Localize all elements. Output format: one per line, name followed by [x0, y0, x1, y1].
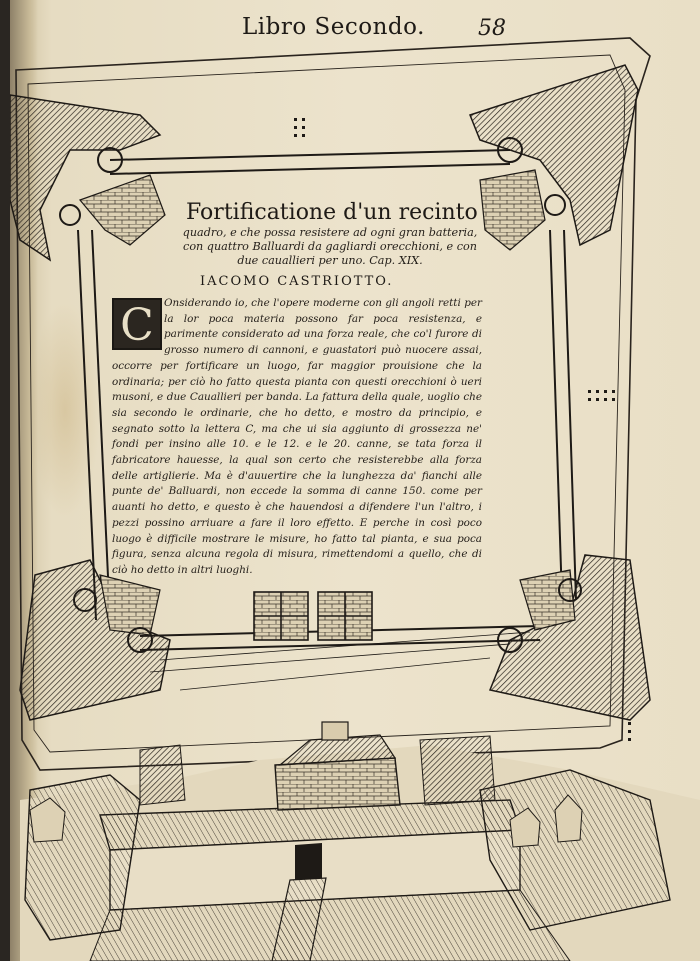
author-name: IACOMO CASTRIOTTO. — [200, 274, 394, 289]
page-number: 58 — [478, 16, 506, 41]
chapter-subtitle: quadro, e che possa resistere ad ogni gran batteria, con quattro Balluardi da gagliardi orecchioni, e con due cauallieri per uno. Cap. XIX. — [182, 226, 478, 267]
bastion-bottom-left — [20, 560, 170, 720]
body-paragraph — [112, 296, 482, 579]
bastion-top-right — [470, 65, 638, 250]
bastion-bottom-right — [490, 555, 650, 720]
cavaliers — [254, 592, 372, 640]
body-text: Onsiderando io, che l'opere moderne con gli angoli retti per la lor poca materia possono far poca resistenza, e parimente considerato ad una forza reale, che co'l furore di grosso numero di cannoni, e guastatori può nuocere assai, occorre per fortificare un luogo, far maggior prouisione che la ordinaria; per ciò ho fatto questa pianta con questi orecchioni ò ueri musoni, e due Cauallieri per banda. La fattura della quale, uoglio che sia secondo le ordinarie, che ho detto, e mostro da principio, e segnato sotto la lettera C, ma che ui sia aggiunto di grossezza ne' fondi per insino alle 10. e le 12. e le 20. canne, se tata forza il fabricatore hauesse, la qual son certo che resisterebbe alla forza delle artiglierie. Ma è d'auuertire che la lunghezza da' fianchi alle punte de' Balluardi, non eccede la somma di canne 150. come per auanti ho detto, e questo è che hauendosi a difendere l'un l'altro, i pezzi possino arriuare a fare il loro effetto. E perche in così poco luogo è difficile mostrare le misure, ho fatto tal pianta, e sua poca figura, senza alcuna regola di misura, rimettendomi a quello, che di ciò ho detto in altri luoghi. — [112, 297, 482, 576]
book-page — [10, 0, 700, 961]
bastion-top-left — [10, 95, 165, 260]
chapter-title: Fortificatione d'un recinto — [186, 200, 478, 225]
fortress-perspective-view — [20, 722, 700, 961]
running-title: Libro Secondo. — [242, 14, 425, 40]
drop-cap: C — [112, 298, 162, 350]
